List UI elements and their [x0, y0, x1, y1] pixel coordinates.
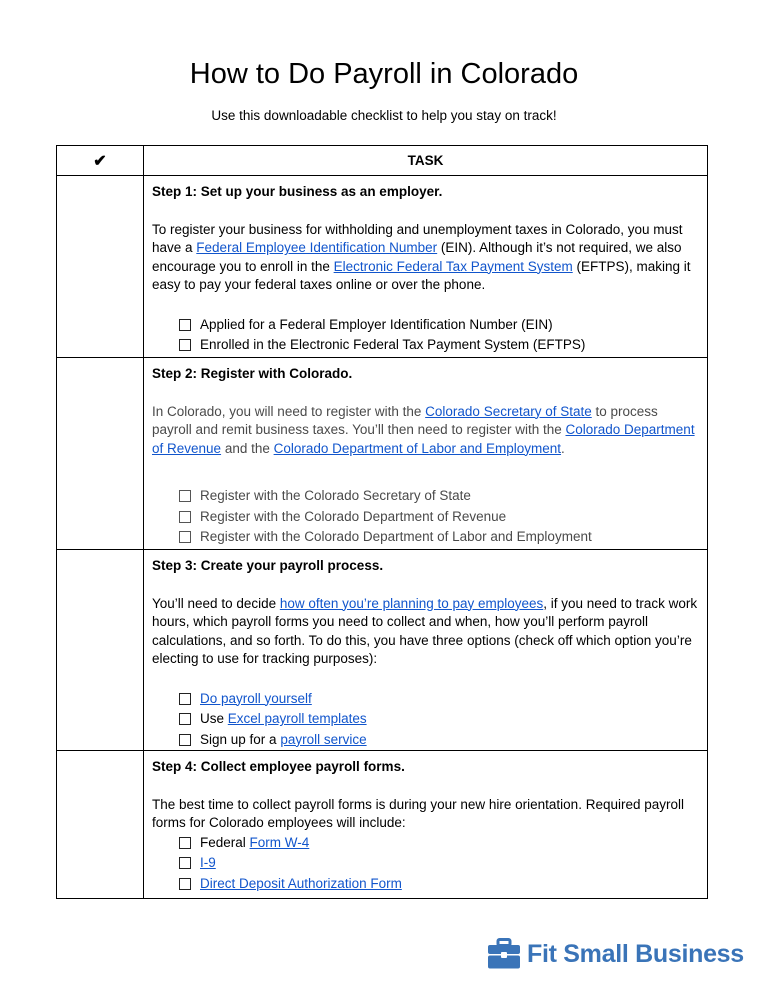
list-item [179, 853, 699, 874]
list-item: Register with the Colorado Department of Labor and Employment [179, 527, 699, 548]
checkbox[interactable] [179, 878, 191, 890]
list-item: Use Excel payroll templates [179, 709, 699, 730]
table-header-row [57, 146, 708, 176]
list-item: Federal Form W-4 [179, 833, 699, 854]
checkbox[interactable] [179, 339, 191, 351]
list-item [179, 689, 699, 710]
do-payroll-yourself-link[interactable]: Do payroll yourself [200, 690, 312, 706]
table-row [57, 358, 708, 550]
checkbox-list [152, 833, 699, 895]
briefcase-icon [487, 938, 521, 970]
checklist-table [56, 145, 708, 899]
checkbox-list [152, 689, 699, 751]
checkbox[interactable] [179, 713, 191, 725]
direct-deposit-form-link[interactable]: Direct Deposit Authorization Form [200, 875, 402, 891]
list-item: Applied for a Federal Employer Identification Number (EIN) [179, 315, 699, 336]
secretary-of-state-link[interactable]: Colorado Secretary of State [425, 403, 592, 419]
checkbox[interactable] [179, 319, 191, 331]
checkbox-list [152, 486, 699, 548]
table-row [57, 751, 708, 899]
check-cell[interactable] [57, 176, 144, 358]
task-cell [144, 358, 708, 550]
form-w4-link[interactable]: Form W-4 [249, 834, 310, 850]
payroll-service-link[interactable]: payroll service [280, 731, 367, 747]
table-row [57, 176, 708, 358]
step-description: The best time to collect payroll forms is during your new hire orientation. Required payroll forms for Colorado employees will include: [152, 796, 684, 830]
list-item: Register with the Colorado Secretary of State [179, 486, 699, 507]
task-cell [144, 550, 708, 751]
step-title: Step 3: Create your payroll process. [152, 558, 384, 573]
brand-name: Fit Small Business [527, 939, 744, 968]
checkbox[interactable] [179, 734, 191, 746]
checkbox[interactable] [179, 490, 191, 502]
task-cell [144, 176, 708, 358]
list-item: Sign up for a payroll service [179, 730, 699, 751]
department-of-labor-link[interactable]: Colorado Department of Labor and Employment [273, 440, 562, 456]
checkbox[interactable] [179, 511, 191, 523]
check-column-header: ✔ [57, 146, 144, 176]
checkbox[interactable] [179, 531, 191, 543]
step-title: Step 1: Set up your business as an employer. [152, 184, 443, 199]
list-item: Register with the Colorado Department of Revenue [179, 507, 699, 528]
list-item [179, 874, 699, 895]
eftps-link[interactable]: Electronic Federal Tax Payment System [333, 258, 573, 274]
task-cell [144, 751, 708, 899]
step-description: You’ll need to decide how often you’re planning to pay employees, if you need to track work hours, which payroll forms you need to collect and when, how you’ll perform payroll calculations, and so forth. To do this, you have three options (check off which option you’re electing to use for tracking purposes): [152, 595, 698, 666]
page-title: How to Do Payroll in Colorado [189, 58, 579, 90]
check-cell[interactable] [57, 550, 144, 751]
step-description: To register your business for withholding and unemployment taxes in Colorado, you must have a Federal Employee Identification Number (EIN). Although it’s not required, we also encourage you to enroll in the Electronic Federal Tax Payment System (EFTPS), making it easy to pay your federal taxes online or over the phone. [152, 221, 691, 292]
step-description: In Colorado, you will need to register with the Colorado Secretary of State to process payroll and remit business taxes. You’ll then need to register with the Colorado Department of Revenue and the Colorado Department of Labor and Employment. [152, 403, 695, 456]
i9-link[interactable]: I-9 [200, 855, 216, 870]
brand-logo [487, 936, 744, 972]
pay-frequency-link[interactable]: how often you’re planning to pay employees [279, 595, 544, 611]
task-column-header: TASK [144, 146, 708, 176]
table-row [57, 550, 708, 751]
excel-templates-link[interactable]: Excel payroll templates [227, 711, 367, 726]
checkbox-list [152, 315, 699, 356]
list-item: Enrolled in the Electronic Federal Tax Payment System (EFTPS) [179, 335, 699, 356]
ein-link[interactable]: Federal Employee Identification Number [196, 240, 438, 255]
department-of-revenue-link[interactable]: Colorado Department of Revenue [152, 422, 695, 456]
checkbox[interactable] [179, 837, 191, 849]
checkbox[interactable] [179, 857, 191, 869]
check-cell[interactable] [57, 358, 144, 550]
step-title: Step 4: Collect employee payroll forms. [152, 759, 405, 774]
check-cell[interactable] [57, 751, 144, 899]
checkbox[interactable] [179, 693, 191, 705]
step-title: Step 2: Register with Colorado. [152, 366, 353, 381]
page-subtitle: Use this downloadable checklist to help you stay on track! [211, 108, 557, 123]
